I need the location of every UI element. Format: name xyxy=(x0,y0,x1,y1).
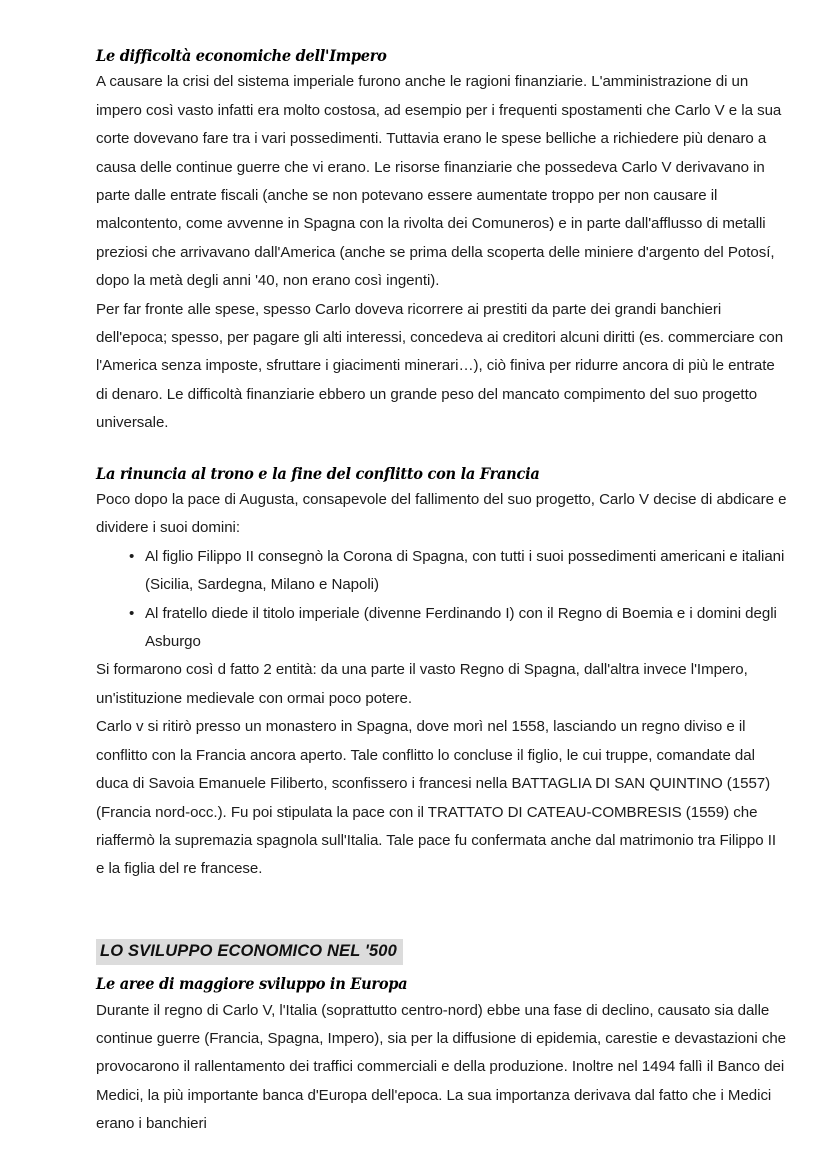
bullet-marker-icon: • xyxy=(129,604,135,622)
paragraph-crisi-finanziaria: A causare la crisi del sistema imperiale furono anche le ragioni finanziarie. L'amministrazione di un impero così vasto infatti era molto costosa, ad esempio per i frequenti spostamenti che Carlo V e la sua corte dovevano fare tra i vari possedimenti. Tuttavia erano le spese belliche a richiedere più denaro a causa delle continue guerre che vi erano. Le risorse finanziarie che possedeva Carlo V derivavano in parte dalle entrate fiscali (anche se non potevano essere aumentate troppo per non causare il malcontento, come avvenne in Spagna con la rivolta dei Comuneros) e in parte dall'afflusso di metalli preziosi che arrivavano dall'America (anche se prima della scoperta delle miniere d'argento del Potosí, dopo la metà degli anni '40, non erano così ingenti). xyxy=(96,73,782,290)
bullet-marker-icon: • xyxy=(129,547,135,565)
document-content xyxy=(96,46,788,1139)
section-heading-difficolta-economiche: Le difficoltà economiche dell'Impero xyxy=(96,46,387,65)
paragraph-declino-italia: Durante il regno di Carlo V, l'Italia (soprattutto centro-nord) ebbe una fase di declino, causato sia dalle continue guerre (Francia, Spagna, Impero), sia per la diffusione di epidemia, carestie e devastazioni che provocarono il rallentamento dei traffici commerciali e della produzione. Inoltre nel 1494 fallì il Banco dei Medici, la più importante banca d'Europa dell'epoca. La sua importanza derivava dal fatto che i Medici erano i banchieri xyxy=(96,1001,787,1133)
bullet-list-divisione-domini xyxy=(96,543,788,657)
section-heading-rinuncia-al-trono: La rinuncia al trono e la fine del conflitto con la Francia xyxy=(96,463,540,483)
list-item-label: Al figlio Filippo II consegnò la Corona di Spagna, con tutti i suoi possedimenti americani e italiani (Sicilia, Sardegna, Milano e Napoli) xyxy=(145,547,785,594)
section-heading-aree-sviluppo: Le aree di maggiore sviluppo in Europa xyxy=(96,974,408,994)
section-title-sviluppo-economico: LO SVILUPPO ECONOMICO NEL '500 xyxy=(96,939,403,965)
paragraph-abdicazione-intro: Poco dopo la pace di Augusta, consapevole del fallimento del suo progetto, Carlo V decise di abdicare e dividere i suoi domini: xyxy=(96,491,787,537)
list-item-label: Al fratello diede il titolo imperiale (divenne Ferdinando I) con il Regno di Boemia e i domini degli Asburgo xyxy=(145,604,777,651)
paragraph-due-entita: Si formarono così d fatto 2 entità: da una parte il vasto Regno di Spagna, dall'altra invece l'Impero, un'istituzione medievale con ormai poco potere. xyxy=(96,661,748,707)
list-item xyxy=(96,543,788,600)
section-title-wrapper-sviluppo-economico xyxy=(96,939,788,965)
paragraph-prestiti-banchieri: Per far fronte alle spese, spesso Carlo doveva ricorrere ai prestiti da parte dei grandi banchieri dell'epoca; spesso, per pagare gli alti interessi, concedeva ai creditori alcuni diritti (es. commerciare con l'America senza imposte, sfruttare i giacimenti minerari…), ciò finiva per ridurre ancora di più le entrate di denaro. Le difficoltà finanziarie ebbero un grande peso del mancato compimento del suo progetto universale. xyxy=(96,300,784,432)
paragraph-ritiro-e-pace: Carlo v si ritirò presso un monastero in Spagna, dove morì nel 1558, lasciando un regno diviso e il conflitto con la Francia ancora aperto. Tale conflitto lo concluse il figlio, le cui truppe, comandate dal duca di Savoia Emanuele Filiberto, sconfissero i francesi nella BATTAGLIA DI SAN QUINTINO (1557) (Francia nord-occ.). Fu poi stipulata la pace con il TRATTATO DI CATEAU-COMBRESIS (1559) che riaffermò la supremazia spagnola sull'Italia. Tale pace fu confermata anche dal matrimonio tra Filippo II e la figlia del re francese. xyxy=(96,718,776,878)
list-item xyxy=(96,600,788,657)
